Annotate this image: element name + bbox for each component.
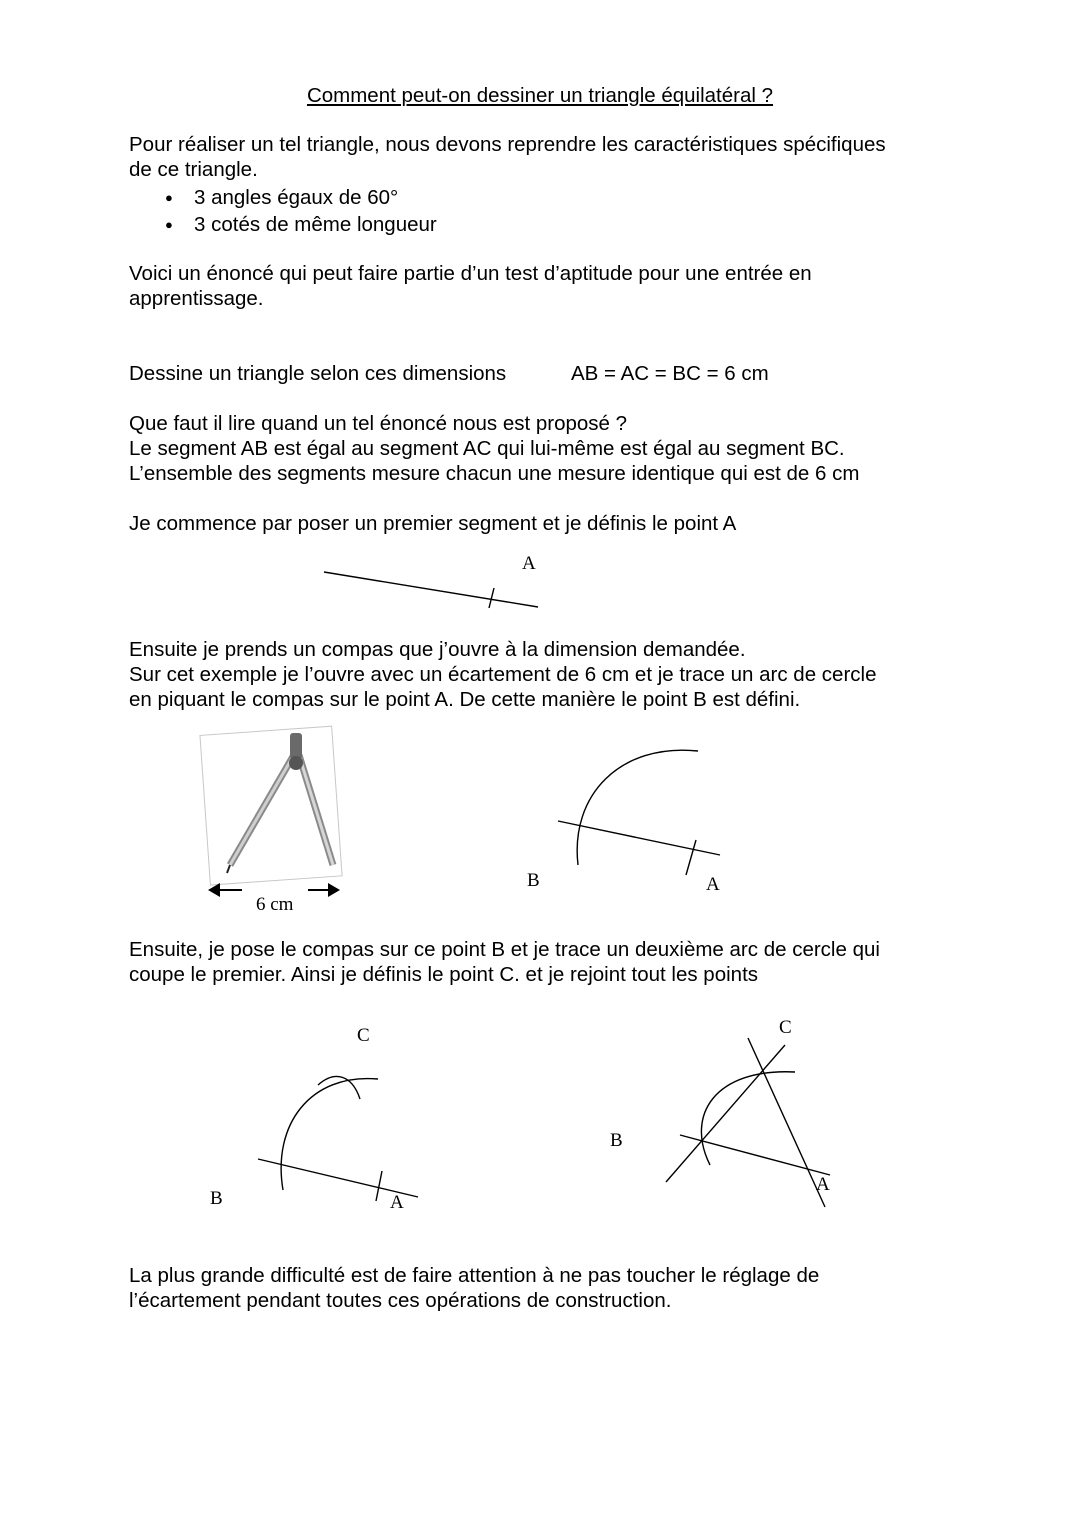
intro-line-1: Pour réaliser un tel triangle, nous devons reprendre les caractéristiques spécifiques: [129, 133, 886, 156]
conclusion-line-2: l’écartement pendant toutes ces opérations de construction.: [129, 1289, 672, 1312]
arc-line: [281, 1079, 378, 1190]
tick-mark-a: [686, 840, 696, 875]
label-a: A: [816, 1174, 830, 1195]
conclusion-line-1: La plus grande difficulté est de faire attention à ne pas toucher le réglage de: [129, 1264, 820, 1287]
characteristics-list: [165, 184, 437, 238]
list-item: ● 3 angles égaux de 60°: [165, 184, 437, 211]
segment-a-figure: [310, 545, 560, 620]
statement-intro-line-2: apprentissage.: [129, 287, 264, 310]
exercise-dimensions: AB = AC = BC = 6 cm: [571, 362, 769, 385]
label-c: C: [357, 1025, 370, 1046]
list-item: ● 3 cotés de même longueur: [165, 211, 437, 238]
step3-line-1: Ensuite, je pose le compas sur ce point B et je trace un deuxième arc de cercle qui: [129, 938, 880, 961]
label-b: B: [610, 1130, 623, 1151]
label-c: C: [779, 1017, 792, 1038]
segment-line: [324, 572, 538, 607]
label-b: B: [210, 1188, 223, 1209]
intro-line-2: de ce triangle.: [129, 158, 258, 181]
triangle-figure: [600, 1010, 850, 1215]
arc-line: [577, 750, 698, 865]
step3-line-2: coupe le premier. Ainsi je définis le point C. et je rejoint tout les points: [129, 963, 759, 986]
step2-line-1: Ensuite je prends un compas que j’ouvre à la dimension demandée.: [129, 638, 746, 661]
segment-ca-line: [748, 1038, 825, 1207]
statement-intro-line-1: Voici un énoncé qui peut faire partie d’un test d’aptitude pour une entrée en: [129, 262, 812, 285]
compass-label: 6 cm: [256, 894, 294, 915]
compass-illustration: [200, 725, 360, 925]
arc-c-figure: [200, 1015, 420, 1215]
step2-line-3: en piquant le compas sur le point A. De cette manière le point B est défini.: [129, 688, 801, 711]
label-a: A: [522, 553, 536, 574]
label-b: B: [527, 870, 540, 891]
tick-mark-a: [376, 1171, 382, 1201]
segment-line: [558, 821, 720, 855]
page-title: Comment peut-on dessiner un triangle équilatéral ?: [306, 84, 774, 107]
reading-question: Que faut il lire quand un tel énoncé nous est proposé ?: [129, 412, 628, 435]
compass-photo-frame: [200, 726, 342, 885]
tick-mark-a: [489, 588, 494, 608]
arc-b-figure: [520, 735, 750, 900]
label-a: A: [390, 1192, 404, 1213]
label-a: A: [706, 874, 720, 895]
arc-line: [701, 1072, 795, 1165]
reading-line-2: L’ensemble des segments mesure chacun une mesure identique qui est de 6 cm: [129, 462, 860, 485]
reading-line-1: Le segment AB est égal au segment AC qui lui-même est égal au segment BC.: [129, 437, 845, 460]
exercise-instruction: Dessine un triangle selon ces dimensions: [129, 362, 507, 385]
step2-line-2: Sur cet exemple je l’ouvre avec un écartement de 6 cm et je trace un arc de cercle: [129, 663, 877, 686]
step1-text: Je commence par poser un premier segment et je définis le point A: [129, 512, 737, 535]
segment-bc-line: [666, 1045, 785, 1182]
